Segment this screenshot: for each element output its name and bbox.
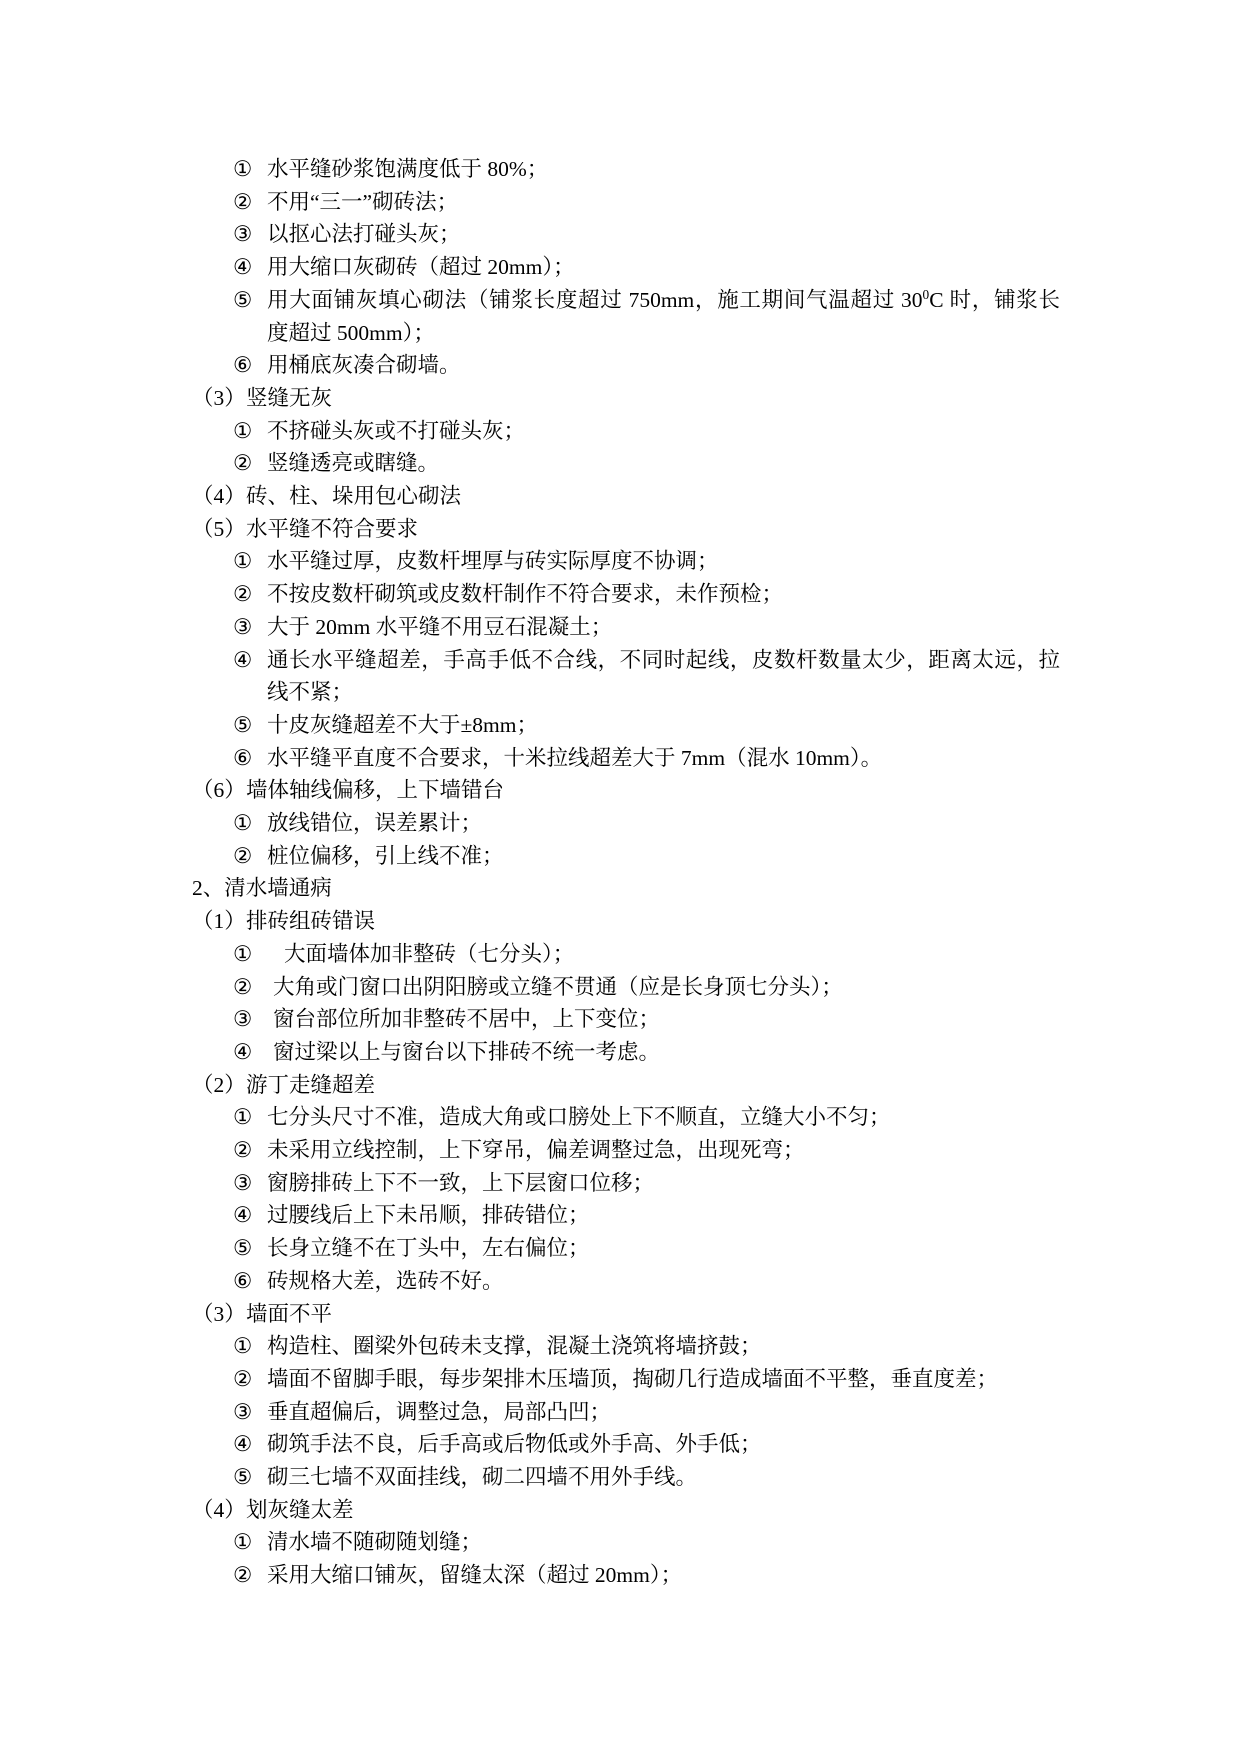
item-marker: ③ bbox=[233, 615, 253, 639]
item-text: 过腰线后上下未吊顺，排砖错位； bbox=[267, 1203, 590, 1227]
item-marker: ④ bbox=[233, 1432, 253, 1456]
list-item bbox=[0, 352, 1241, 378]
item-marker: ⑥ bbox=[233, 353, 253, 377]
subsection-title: 砖、柱、垛用包心砌法 bbox=[246, 484, 462, 508]
subsection-title: 墙体轴线偏移，上下墙错台 bbox=[246, 778, 505, 802]
item-text: 大面墙体加非整砖（七分头）； bbox=[284, 942, 575, 966]
item-text: 砖规格大差，选砖不好。 bbox=[267, 1269, 504, 1293]
item-text: 十皮灰缝超差不大于±8mm； bbox=[267, 713, 538, 737]
continuation-line bbox=[0, 320, 1241, 346]
item-marker: ① bbox=[233, 157, 253, 181]
subsection-number: （4） bbox=[192, 1498, 246, 1522]
item-marker: ② bbox=[233, 582, 253, 606]
item-text: 未采用立线控制，上下穿吊，偏差调整过急，出现死弯； bbox=[267, 1138, 805, 1162]
item-marker: ② bbox=[233, 1138, 253, 1162]
list-item bbox=[0, 1039, 1241, 1065]
list-item bbox=[0, 1170, 1241, 1196]
list-item bbox=[0, 1104, 1241, 1130]
list-item bbox=[0, 254, 1241, 280]
item-text-part: 用大面铺灰填心砌法（铺浆长度超过 750mm，施工期间气温超过 30 bbox=[267, 288, 923, 312]
item-text: 不挤碰头灰或不打碰头灰； bbox=[267, 419, 526, 443]
item-text: 采用大缩口铺灰，留缝太深（超过 20mm）； bbox=[267, 1563, 683, 1587]
subsection-number: （4） bbox=[192, 484, 246, 508]
item-marker: ④ bbox=[233, 255, 253, 279]
item-marker: ① bbox=[233, 549, 253, 573]
subsection-title: 墙面不平 bbox=[246, 1302, 333, 1326]
item-marker: ⑤ bbox=[233, 1465, 253, 1489]
item-text: 砌筑手法不良，后手高或后物低或外手高、外手低； bbox=[267, 1432, 762, 1456]
list-item bbox=[0, 548, 1241, 574]
section-heading bbox=[0, 875, 1241, 901]
list-item bbox=[0, 581, 1241, 607]
list-item bbox=[0, 974, 1241, 1000]
list-item bbox=[0, 1464, 1241, 1490]
item-marker: ① bbox=[233, 1105, 253, 1129]
item-text: 七分头尺寸不准，造成大角或口膀处上下不顺直，立缝大小不匀； bbox=[267, 1105, 891, 1129]
list-item bbox=[0, 941, 1241, 967]
item-text bbox=[267, 287, 1060, 313]
list-item bbox=[0, 287, 1241, 313]
list-item bbox=[0, 1137, 1241, 1163]
item-text: 不用“三一”砌砖法； bbox=[267, 190, 459, 214]
subsection-heading bbox=[0, 1072, 1241, 1098]
item-marker: ④ bbox=[233, 1040, 253, 1064]
item-text: 以抠心法打碰头灰； bbox=[267, 222, 461, 246]
item-text: 通长水平缝超差，手高手低不合线，不同时起线，皮数杆数量太少，距离太远，拉 bbox=[267, 648, 1060, 672]
subsection-title: 竖缝无灰 bbox=[246, 386, 333, 410]
list-item bbox=[0, 1399, 1241, 1425]
continuation-line bbox=[0, 679, 1241, 705]
item-marker: ② bbox=[233, 1367, 253, 1391]
item-text: 大角或门窗口出阴阳膀或立缝不贯通（应是长身顶七分头）； bbox=[273, 975, 843, 999]
subsection-heading bbox=[0, 1301, 1241, 1327]
list-item bbox=[0, 647, 1241, 673]
item-marker: ⑤ bbox=[233, 713, 253, 737]
subsection-number: （3） bbox=[192, 386, 246, 410]
item-marker: ② bbox=[233, 975, 253, 999]
item-marker: ③ bbox=[233, 1171, 253, 1195]
item-marker: ② bbox=[233, 451, 253, 475]
item-text: 窗膀排砖上下不一致，上下层窗口位移； bbox=[267, 1171, 655, 1195]
subsection-title: 排砖组砖错误 bbox=[246, 909, 376, 933]
list-item bbox=[0, 1006, 1241, 1032]
item-text: 用桶底灰凑合砌墙。 bbox=[267, 353, 461, 377]
subsection-title: 游丁走缝超差 bbox=[246, 1073, 376, 1097]
item-text-continuation: 线不紧； bbox=[267, 680, 354, 704]
item-marker: ① bbox=[233, 419, 253, 443]
list-item bbox=[0, 1366, 1241, 1392]
subsection-number: （3） bbox=[192, 1302, 246, 1326]
subsection-heading bbox=[0, 1497, 1241, 1523]
subsection-heading bbox=[0, 777, 1241, 803]
subsection-heading bbox=[0, 483, 1241, 509]
item-marker: ③ bbox=[233, 1007, 253, 1031]
list-item bbox=[0, 450, 1241, 476]
subsection-heading bbox=[0, 385, 1241, 411]
item-marker: ⑤ bbox=[233, 288, 253, 312]
list-item bbox=[0, 1431, 1241, 1457]
list-item bbox=[0, 1562, 1241, 1588]
list-item bbox=[0, 156, 1241, 182]
item-marker: ⑤ bbox=[233, 1236, 253, 1260]
list-item bbox=[0, 1333, 1241, 1359]
item-marker: ② bbox=[233, 190, 253, 214]
item-text: 构造柱、圈梁外包砖未支撑，混凝土浇筑将墙挤鼓； bbox=[267, 1334, 762, 1358]
subsection-number: （2） bbox=[192, 1073, 246, 1097]
subsection-number: （1） bbox=[192, 909, 246, 933]
subsection-number: （6） bbox=[192, 778, 246, 802]
item-marker: ④ bbox=[233, 648, 253, 672]
item-marker: ② bbox=[233, 844, 253, 868]
item-text: 垂直超偏后，调整过急，局部凸凹； bbox=[267, 1400, 612, 1424]
list-item bbox=[0, 810, 1241, 836]
item-marker: ③ bbox=[233, 222, 253, 246]
list-item bbox=[0, 418, 1241, 444]
item-text: 窗过梁以上与窗台以下排砖不统一考虑。 bbox=[273, 1040, 661, 1064]
list-item bbox=[0, 1235, 1241, 1261]
item-text: 放线错位，误差累计； bbox=[267, 811, 483, 835]
subsection-title: 划灰缝太差 bbox=[246, 1498, 354, 1522]
item-text: 长身立缝不在丁头中，左右偏位； bbox=[267, 1236, 590, 1260]
item-text: 桩位偏移，引上线不准； bbox=[267, 844, 504, 868]
list-item bbox=[0, 712, 1241, 738]
item-text: 用大缩口灰砌砖（超过 20mm）； bbox=[267, 255, 575, 279]
list-item bbox=[0, 843, 1241, 869]
item-text: 清水墙不随砌随划缝； bbox=[267, 1530, 483, 1554]
item-text-part: C 时，铺浆长 bbox=[929, 288, 1061, 312]
item-text: 砌三七墙不双面挂线，砌二四墙不用外手线。 bbox=[267, 1465, 698, 1489]
item-text: 窗台部位所加非整砖不居中，上下变位； bbox=[273, 1007, 661, 1031]
list-item bbox=[0, 614, 1241, 640]
item-marker: ③ bbox=[233, 1400, 253, 1424]
subsection-number: （5） bbox=[192, 517, 246, 541]
subsection-title: 水平缝不符合要求 bbox=[246, 517, 419, 541]
list-item bbox=[0, 1202, 1241, 1228]
item-marker: ⑥ bbox=[233, 746, 253, 770]
subsection-heading bbox=[0, 516, 1241, 542]
superscript: 0 bbox=[922, 286, 930, 302]
item-marker: ① bbox=[233, 811, 253, 835]
item-marker: ④ bbox=[233, 1203, 253, 1227]
item-text: 水平缝砂浆饱满度低于 80%； bbox=[267, 157, 549, 181]
list-item bbox=[0, 221, 1241, 247]
item-marker: ① bbox=[233, 1530, 253, 1554]
item-text-continuation: 度超过 500mm）； bbox=[267, 321, 435, 345]
item-marker: ① bbox=[233, 942, 253, 966]
subsection-heading bbox=[0, 908, 1241, 934]
item-text: 竖缝透亮或瞎缝。 bbox=[267, 451, 440, 475]
item-text: 水平缝过厚，皮数杆埋厚与砖实际厚度不协调； bbox=[267, 549, 719, 573]
item-text: 大于 20mm 水平缝不用豆石混凝土； bbox=[267, 615, 613, 639]
item-marker: ① bbox=[233, 1334, 253, 1358]
item-marker: ⑥ bbox=[233, 1269, 253, 1293]
item-text: 不按皮数杆砌筑或皮数杆制作不符合要求，未作预检； bbox=[267, 582, 784, 606]
list-item bbox=[0, 1529, 1241, 1555]
section-title: 2、清水墙通病 bbox=[192, 876, 332, 900]
list-item bbox=[0, 745, 1241, 771]
list-item bbox=[0, 1268, 1241, 1294]
item-text: 墙面不留脚手眼，每步架排木压墙顶，掏砌几行造成墙面不平整，垂直度差； bbox=[267, 1367, 999, 1391]
list-item bbox=[0, 189, 1241, 215]
item-marker: ② bbox=[233, 1563, 253, 1587]
item-text: 水平缝平直度不合要求，十米拉线超差大于 7mm（混水 10mm）。 bbox=[267, 746, 883, 770]
